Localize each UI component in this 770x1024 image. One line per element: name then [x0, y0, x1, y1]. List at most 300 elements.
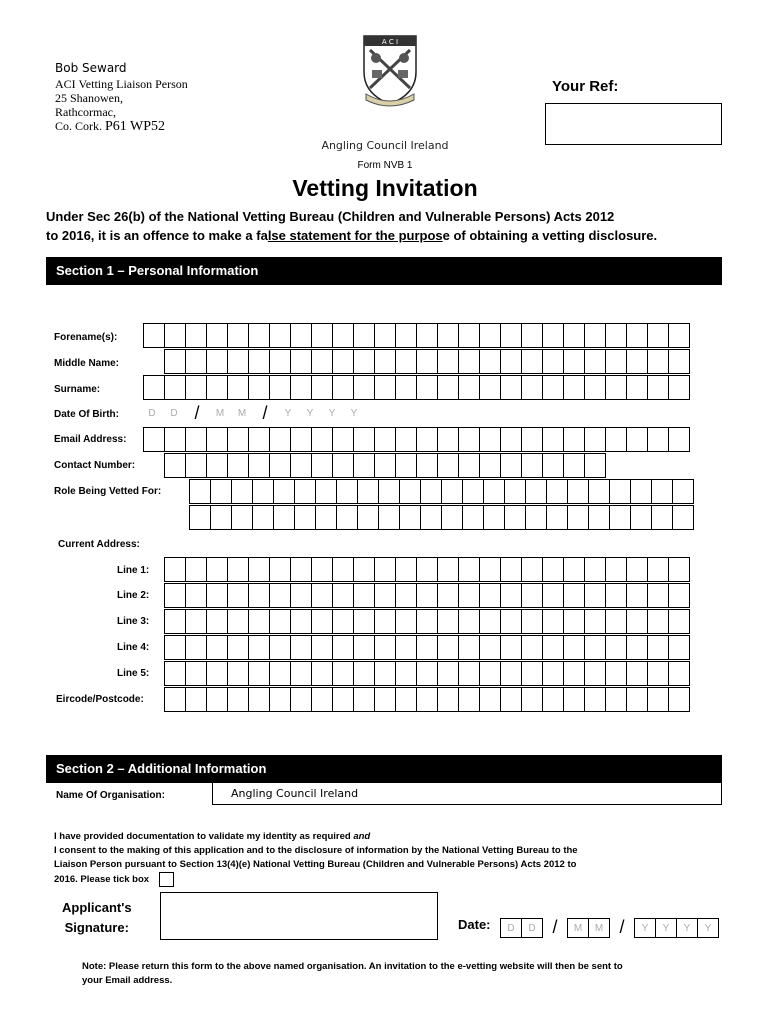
grid-cell[interactable] — [227, 427, 249, 452]
grid-cell[interactable] — [252, 505, 274, 530]
grid-cell[interactable] — [353, 427, 375, 452]
grid-cell[interactable] — [584, 349, 606, 374]
grid-cell[interactable] — [626, 557, 648, 582]
grid-cell[interactable] — [479, 323, 501, 348]
grid-cell[interactable] — [227, 557, 249, 582]
grid-cell[interactable] — [206, 557, 228, 582]
grid-cell[interactable] — [185, 635, 207, 660]
email-grid[interactable] — [143, 427, 690, 452]
grid-cell[interactable] — [336, 479, 358, 504]
grid-cell[interactable] — [395, 635, 417, 660]
grid-cell[interactable] — [542, 635, 564, 660]
grid-cell[interactable] — [185, 583, 207, 608]
grid-cell[interactable] — [395, 661, 417, 686]
grid-cell[interactable] — [294, 505, 316, 530]
grid-cell[interactable] — [395, 375, 417, 400]
grid-cell[interactable] — [189, 505, 211, 530]
grid-cell[interactable] — [357, 479, 379, 504]
grid-cell[interactable] — [647, 583, 669, 608]
grid-cell[interactable] — [353, 687, 375, 712]
grid-cell[interactable] — [399, 505, 421, 530]
grid-cell[interactable] — [458, 557, 480, 582]
eircode-grid[interactable] — [164, 687, 690, 712]
grid-cell[interactable] — [210, 479, 232, 504]
grid-cell[interactable] — [500, 427, 522, 452]
grid-cell[interactable] — [227, 609, 249, 634]
grid-cell[interactable] — [563, 427, 585, 452]
grid-cell[interactable] — [584, 427, 606, 452]
dob-field[interactable] — [141, 401, 365, 426]
grid-cell[interactable] — [609, 479, 631, 504]
grid-cell[interactable] — [500, 349, 522, 374]
grid-cell[interactable] — [605, 375, 627, 400]
grid-cell[interactable] — [584, 661, 606, 686]
grid-cell[interactable] — [521, 609, 543, 634]
grid-cell[interactable] — [458, 661, 480, 686]
grid-cell[interactable] — [269, 687, 291, 712]
grid-cell[interactable] — [521, 453, 543, 478]
grid-cell[interactable] — [458, 375, 480, 400]
grid-cell[interactable] — [668, 609, 690, 634]
grid-cell[interactable] — [332, 609, 354, 634]
grid-cell[interactable] — [311, 349, 333, 374]
grid-cell[interactable] — [416, 375, 438, 400]
grid-cell[interactable] — [525, 505, 547, 530]
grid-cell[interactable] — [185, 609, 207, 634]
grid-cell[interactable] — [269, 375, 291, 400]
grid-cell[interactable] — [290, 427, 312, 452]
grid-cell[interactable] — [605, 661, 627, 686]
grid-cell[interactable] — [605, 609, 627, 634]
grid-cell[interactable] — [605, 687, 627, 712]
grid-cell[interactable] — [269, 609, 291, 634]
grid-cell[interactable] — [248, 583, 270, 608]
grid-cell[interactable] — [500, 583, 522, 608]
grid-cell[interactable] — [206, 323, 228, 348]
grid-cell[interactable] — [483, 505, 505, 530]
grid-cell[interactable] — [567, 505, 589, 530]
grid-cell[interactable] — [143, 427, 165, 452]
grid-cell[interactable] — [500, 453, 522, 478]
grid-cell[interactable] — [353, 635, 375, 660]
grid-cell[interactable] — [290, 609, 312, 634]
grid-cell[interactable] — [647, 375, 669, 400]
grid-cell[interactable] — [269, 661, 291, 686]
grid-cell[interactable] — [311, 635, 333, 660]
grid-cell[interactable] — [437, 453, 459, 478]
grid-cell[interactable] — [626, 661, 648, 686]
middle-name-grid[interactable] — [164, 349, 690, 374]
grid-cell[interactable] — [647, 323, 669, 348]
grid-cell[interactable] — [584, 453, 606, 478]
grid-cell[interactable] — [332, 323, 354, 348]
grid-cell[interactable] — [504, 505, 526, 530]
grid-cell[interactable] — [416, 635, 438, 660]
grid-cell[interactable] — [311, 609, 333, 634]
grid-cell[interactable] — [626, 349, 648, 374]
forename-grid[interactable] — [143, 323, 690, 348]
grid-cell[interactable] — [500, 557, 522, 582]
grid-cell[interactable] — [290, 323, 312, 348]
grid-cell[interactable] — [332, 453, 354, 478]
grid-cell[interactable] — [416, 427, 438, 452]
grid-cell[interactable] — [504, 479, 526, 504]
grid-cell[interactable] — [311, 687, 333, 712]
grid-cell[interactable] — [563, 375, 585, 400]
grid-cell[interactable] — [395, 557, 417, 582]
grid-cell[interactable] — [189, 479, 211, 504]
grid-cell[interactable] — [353, 375, 375, 400]
grid-cell[interactable] — [374, 375, 396, 400]
grid-cell[interactable] — [647, 687, 669, 712]
grid-cell[interactable] — [399, 479, 421, 504]
grid-cell[interactable] — [420, 479, 442, 504]
address-line5-grid[interactable] — [164, 661, 690, 686]
grid-cell[interactable] — [164, 609, 186, 634]
grid-cell[interactable] — [206, 583, 228, 608]
grid-cell[interactable] — [378, 505, 400, 530]
grid-cell[interactable] — [521, 375, 543, 400]
grid-cell[interactable] — [668, 687, 690, 712]
grid-cell[interactable] — [563, 609, 585, 634]
grid-cell[interactable] — [647, 661, 669, 686]
grid-cell[interactable] — [500, 609, 522, 634]
grid-cell[interactable] — [227, 323, 249, 348]
grid-cell[interactable] — [416, 583, 438, 608]
grid-cell[interactable] — [185, 453, 207, 478]
grid-cell[interactable] — [458, 609, 480, 634]
grid-cell[interactable] — [248, 635, 270, 660]
grid-cell[interactable] — [479, 583, 501, 608]
grid-cell[interactable] — [609, 505, 631, 530]
grid-cell[interactable] — [227, 349, 249, 374]
grid-cell[interactable] — [500, 375, 522, 400]
grid-cell[interactable] — [521, 661, 543, 686]
grid-cell[interactable] — [185, 349, 207, 374]
grid-cell[interactable] — [206, 687, 228, 712]
grid-cell[interactable] — [206, 661, 228, 686]
grid-cell[interactable] — [416, 557, 438, 582]
grid-cell[interactable] — [588, 479, 610, 504]
grid-cell[interactable] — [269, 427, 291, 452]
grid-cell[interactable] — [479, 687, 501, 712]
grid-cell[interactable] — [164, 687, 186, 712]
grid-cell[interactable] — [500, 323, 522, 348]
grid-cell[interactable] — [605, 323, 627, 348]
grid-cell[interactable] — [521, 557, 543, 582]
grid-cell[interactable] — [336, 505, 358, 530]
grid-cell[interactable] — [248, 557, 270, 582]
grid-cell[interactable] — [647, 635, 669, 660]
grid-cell[interactable] — [479, 609, 501, 634]
grid-cell[interactable] — [206, 427, 228, 452]
grid-cell[interactable] — [437, 635, 459, 660]
grid-cell[interactable] — [206, 635, 228, 660]
grid-cell[interactable] — [605, 427, 627, 452]
grid-cell[interactable] — [563, 557, 585, 582]
grid-cell[interactable] — [479, 453, 501, 478]
grid-cell[interactable] — [668, 583, 690, 608]
grid-cell[interactable] — [437, 583, 459, 608]
grid-cell[interactable] — [315, 479, 337, 504]
grid-cell[interactable] — [357, 505, 379, 530]
grid-cell[interactable] — [248, 609, 270, 634]
grid-cell[interactable] — [437, 323, 459, 348]
grid-cell[interactable] — [185, 375, 207, 400]
grid-cell[interactable] — [668, 349, 690, 374]
grid-cell[interactable] — [437, 427, 459, 452]
grid-cell[interactable] — [542, 583, 564, 608]
grid-cell[interactable] — [164, 349, 186, 374]
grid-cell[interactable] — [563, 583, 585, 608]
grid-cell[interactable] — [672, 479, 694, 504]
grid-cell[interactable] — [567, 479, 589, 504]
role-grid-row1[interactable] — [189, 479, 694, 504]
grid-cell[interactable] — [525, 479, 547, 504]
grid-cell[interactable] — [269, 453, 291, 478]
grid-cell[interactable] — [353, 661, 375, 686]
grid-cell[interactable] — [542, 609, 564, 634]
signature-box[interactable] — [160, 892, 438, 940]
grid-cell[interactable] — [395, 609, 417, 634]
grid-cell[interactable] — [584, 609, 606, 634]
grid-cell[interactable] — [563, 453, 585, 478]
grid-cell[interactable] — [462, 479, 484, 504]
grid-cell[interactable] — [563, 349, 585, 374]
grid-cell[interactable] — [546, 505, 568, 530]
grid-cell[interactable] — [290, 349, 312, 374]
grid-cell[interactable] — [479, 427, 501, 452]
grid-cell[interactable] — [668, 323, 690, 348]
grid-cell[interactable] — [458, 583, 480, 608]
grid-cell[interactable] — [332, 349, 354, 374]
grid-cell[interactable] — [290, 635, 312, 660]
grid-cell[interactable] — [647, 609, 669, 634]
grid-cell[interactable] — [416, 323, 438, 348]
grid-cell[interactable] — [546, 479, 568, 504]
surname-grid[interactable] — [143, 375, 690, 400]
grid-cell[interactable] — [584, 635, 606, 660]
grid-cell[interactable] — [416, 687, 438, 712]
grid-cell[interactable] — [143, 375, 165, 400]
grid-cell[interactable] — [374, 687, 396, 712]
grid-cell[interactable] — [227, 635, 249, 660]
grid-cell[interactable] — [185, 427, 207, 452]
grid-cell[interactable] — [269, 323, 291, 348]
grid-cell[interactable] — [353, 349, 375, 374]
grid-cell[interactable] — [311, 375, 333, 400]
grid-cell[interactable] — [311, 557, 333, 582]
grid-cell[interactable] — [332, 635, 354, 660]
grid-cell[interactable] — [395, 687, 417, 712]
grid-cell[interactable] — [651, 505, 673, 530]
grid-cell[interactable] — [374, 609, 396, 634]
grid-cell[interactable] — [584, 323, 606, 348]
grid-cell[interactable] — [294, 479, 316, 504]
grid-cell[interactable] — [416, 661, 438, 686]
grid-cell[interactable] — [441, 505, 463, 530]
grid-cell[interactable] — [248, 375, 270, 400]
grid-cell[interactable] — [521, 583, 543, 608]
grid-cell[interactable] — [374, 323, 396, 348]
address-line3-grid[interactable] — [164, 609, 690, 634]
address-line4-grid[interactable] — [164, 635, 690, 660]
grid-cell[interactable] — [479, 349, 501, 374]
contact-grid[interactable] — [164, 453, 606, 478]
grid-cell[interactable] — [353, 609, 375, 634]
grid-cell[interactable] — [374, 583, 396, 608]
grid-cell[interactable] — [416, 453, 438, 478]
grid-cell[interactable] — [248, 323, 270, 348]
grid-cell[interactable] — [395, 583, 417, 608]
grid-cell[interactable] — [311, 583, 333, 608]
grid-cell[interactable] — [248, 349, 270, 374]
grid-cell[interactable] — [672, 505, 694, 530]
grid-cell[interactable] — [164, 453, 186, 478]
grid-cell[interactable] — [206, 453, 228, 478]
grid-cell[interactable] — [626, 583, 648, 608]
grid-cell[interactable] — [290, 375, 312, 400]
grid-cell[interactable] — [248, 687, 270, 712]
grid-cell[interactable] — [542, 427, 564, 452]
grid-cell[interactable] — [563, 635, 585, 660]
grid-cell[interactable] — [353, 557, 375, 582]
grid-cell[interactable] — [521, 323, 543, 348]
grid-cell[interactable] — [479, 635, 501, 660]
grid-cell[interactable] — [185, 323, 207, 348]
grid-cell[interactable] — [479, 557, 501, 582]
grid-cell[interactable] — [227, 661, 249, 686]
grid-cell[interactable] — [626, 635, 648, 660]
grid-cell[interactable] — [374, 635, 396, 660]
grid-cell[interactable] — [542, 661, 564, 686]
grid-cell[interactable] — [420, 505, 442, 530]
grid-cell[interactable] — [164, 323, 186, 348]
grid-cell[interactable] — [668, 427, 690, 452]
grid-cell[interactable] — [500, 687, 522, 712]
grid-cell[interactable] — [626, 609, 648, 634]
grid-cell[interactable] — [185, 557, 207, 582]
grid-cell[interactable] — [521, 349, 543, 374]
grid-cell[interactable] — [521, 687, 543, 712]
grid-cell[interactable] — [542, 323, 564, 348]
grid-cell[interactable] — [311, 427, 333, 452]
grid-cell[interactable] — [458, 323, 480, 348]
grid-cell[interactable] — [164, 375, 186, 400]
grid-cell[interactable] — [437, 609, 459, 634]
grid-cell[interactable] — [311, 661, 333, 686]
grid-cell[interactable] — [332, 583, 354, 608]
grid-cell[interactable] — [647, 427, 669, 452]
grid-cell[interactable] — [588, 505, 610, 530]
grid-cell[interactable] — [584, 557, 606, 582]
grid-cell[interactable] — [395, 323, 417, 348]
grid-cell[interactable] — [332, 375, 354, 400]
grid-cell[interactable] — [206, 609, 228, 634]
grid-cell[interactable] — [164, 635, 186, 660]
grid-cell[interactable] — [332, 427, 354, 452]
grid-cell[interactable] — [374, 453, 396, 478]
grid-cell[interactable] — [164, 557, 186, 582]
grid-cell[interactable] — [290, 583, 312, 608]
grid-cell[interactable] — [437, 557, 459, 582]
grid-cell[interactable] — [563, 661, 585, 686]
grid-cell[interactable] — [437, 349, 459, 374]
grid-cell[interactable] — [227, 375, 249, 400]
grid-cell[interactable] — [252, 479, 274, 504]
grid-cell[interactable] — [668, 375, 690, 400]
grid-cell[interactable] — [605, 583, 627, 608]
grid-cell[interactable] — [206, 349, 228, 374]
grid-cell[interactable] — [416, 349, 438, 374]
grid-cell[interactable] — [206, 375, 228, 400]
grid-cell[interactable] — [311, 453, 333, 478]
grid-cell[interactable] — [143, 323, 165, 348]
grid-cell[interactable] — [668, 557, 690, 582]
grid-cell[interactable] — [437, 687, 459, 712]
grid-cell[interactable] — [668, 661, 690, 686]
grid-cell[interactable] — [542, 687, 564, 712]
grid-cell[interactable] — [273, 505, 295, 530]
grid-cell[interactable] — [605, 349, 627, 374]
grid-cell[interactable] — [290, 453, 312, 478]
grid-cell[interactable] — [185, 687, 207, 712]
grid-cell[interactable] — [231, 479, 253, 504]
grid-cell[interactable] — [462, 505, 484, 530]
grid-cell[interactable] — [395, 349, 417, 374]
grid-cell[interactable] — [605, 635, 627, 660]
grid-cell[interactable] — [563, 323, 585, 348]
grid-cell[interactable] — [563, 687, 585, 712]
grid-cell[interactable] — [626, 375, 648, 400]
grid-cell[interactable] — [647, 557, 669, 582]
grid-cell[interactable] — [185, 661, 207, 686]
grid-cell[interactable] — [626, 687, 648, 712]
grid-cell[interactable] — [248, 661, 270, 686]
grid-cell[interactable] — [315, 505, 337, 530]
grid-cell[interactable] — [311, 323, 333, 348]
grid-cell[interactable] — [164, 661, 186, 686]
grid-cell[interactable] — [269, 557, 291, 582]
grid-cell[interactable] — [542, 349, 564, 374]
grid-cell[interactable] — [164, 583, 186, 608]
grid-cell[interactable] — [210, 505, 232, 530]
grid-cell[interactable] — [458, 687, 480, 712]
grid-cell[interactable] — [437, 375, 459, 400]
grid-cell[interactable] — [542, 453, 564, 478]
grid-cell[interactable] — [353, 323, 375, 348]
grid-cell[interactable] — [500, 635, 522, 660]
grid-cell[interactable] — [374, 349, 396, 374]
address-line1-grid[interactable] — [164, 557, 690, 582]
grid-cell[interactable] — [521, 635, 543, 660]
consent-checkbox[interactable] — [159, 872, 174, 887]
grid-cell[interactable] — [521, 427, 543, 452]
grid-cell[interactable] — [458, 453, 480, 478]
grid-cell[interactable] — [584, 583, 606, 608]
grid-cell[interactable] — [479, 375, 501, 400]
grid-cell[interactable] — [273, 479, 295, 504]
grid-cell[interactable] — [353, 453, 375, 478]
grid-cell[interactable] — [458, 635, 480, 660]
grid-cell[interactable] — [374, 557, 396, 582]
grid-cell[interactable] — [584, 375, 606, 400]
grid-cell[interactable] — [290, 557, 312, 582]
grid-cell[interactable] — [668, 635, 690, 660]
grid-cell[interactable] — [584, 687, 606, 712]
date-field[interactable] — [500, 917, 719, 938]
grid-cell[interactable] — [651, 479, 673, 504]
